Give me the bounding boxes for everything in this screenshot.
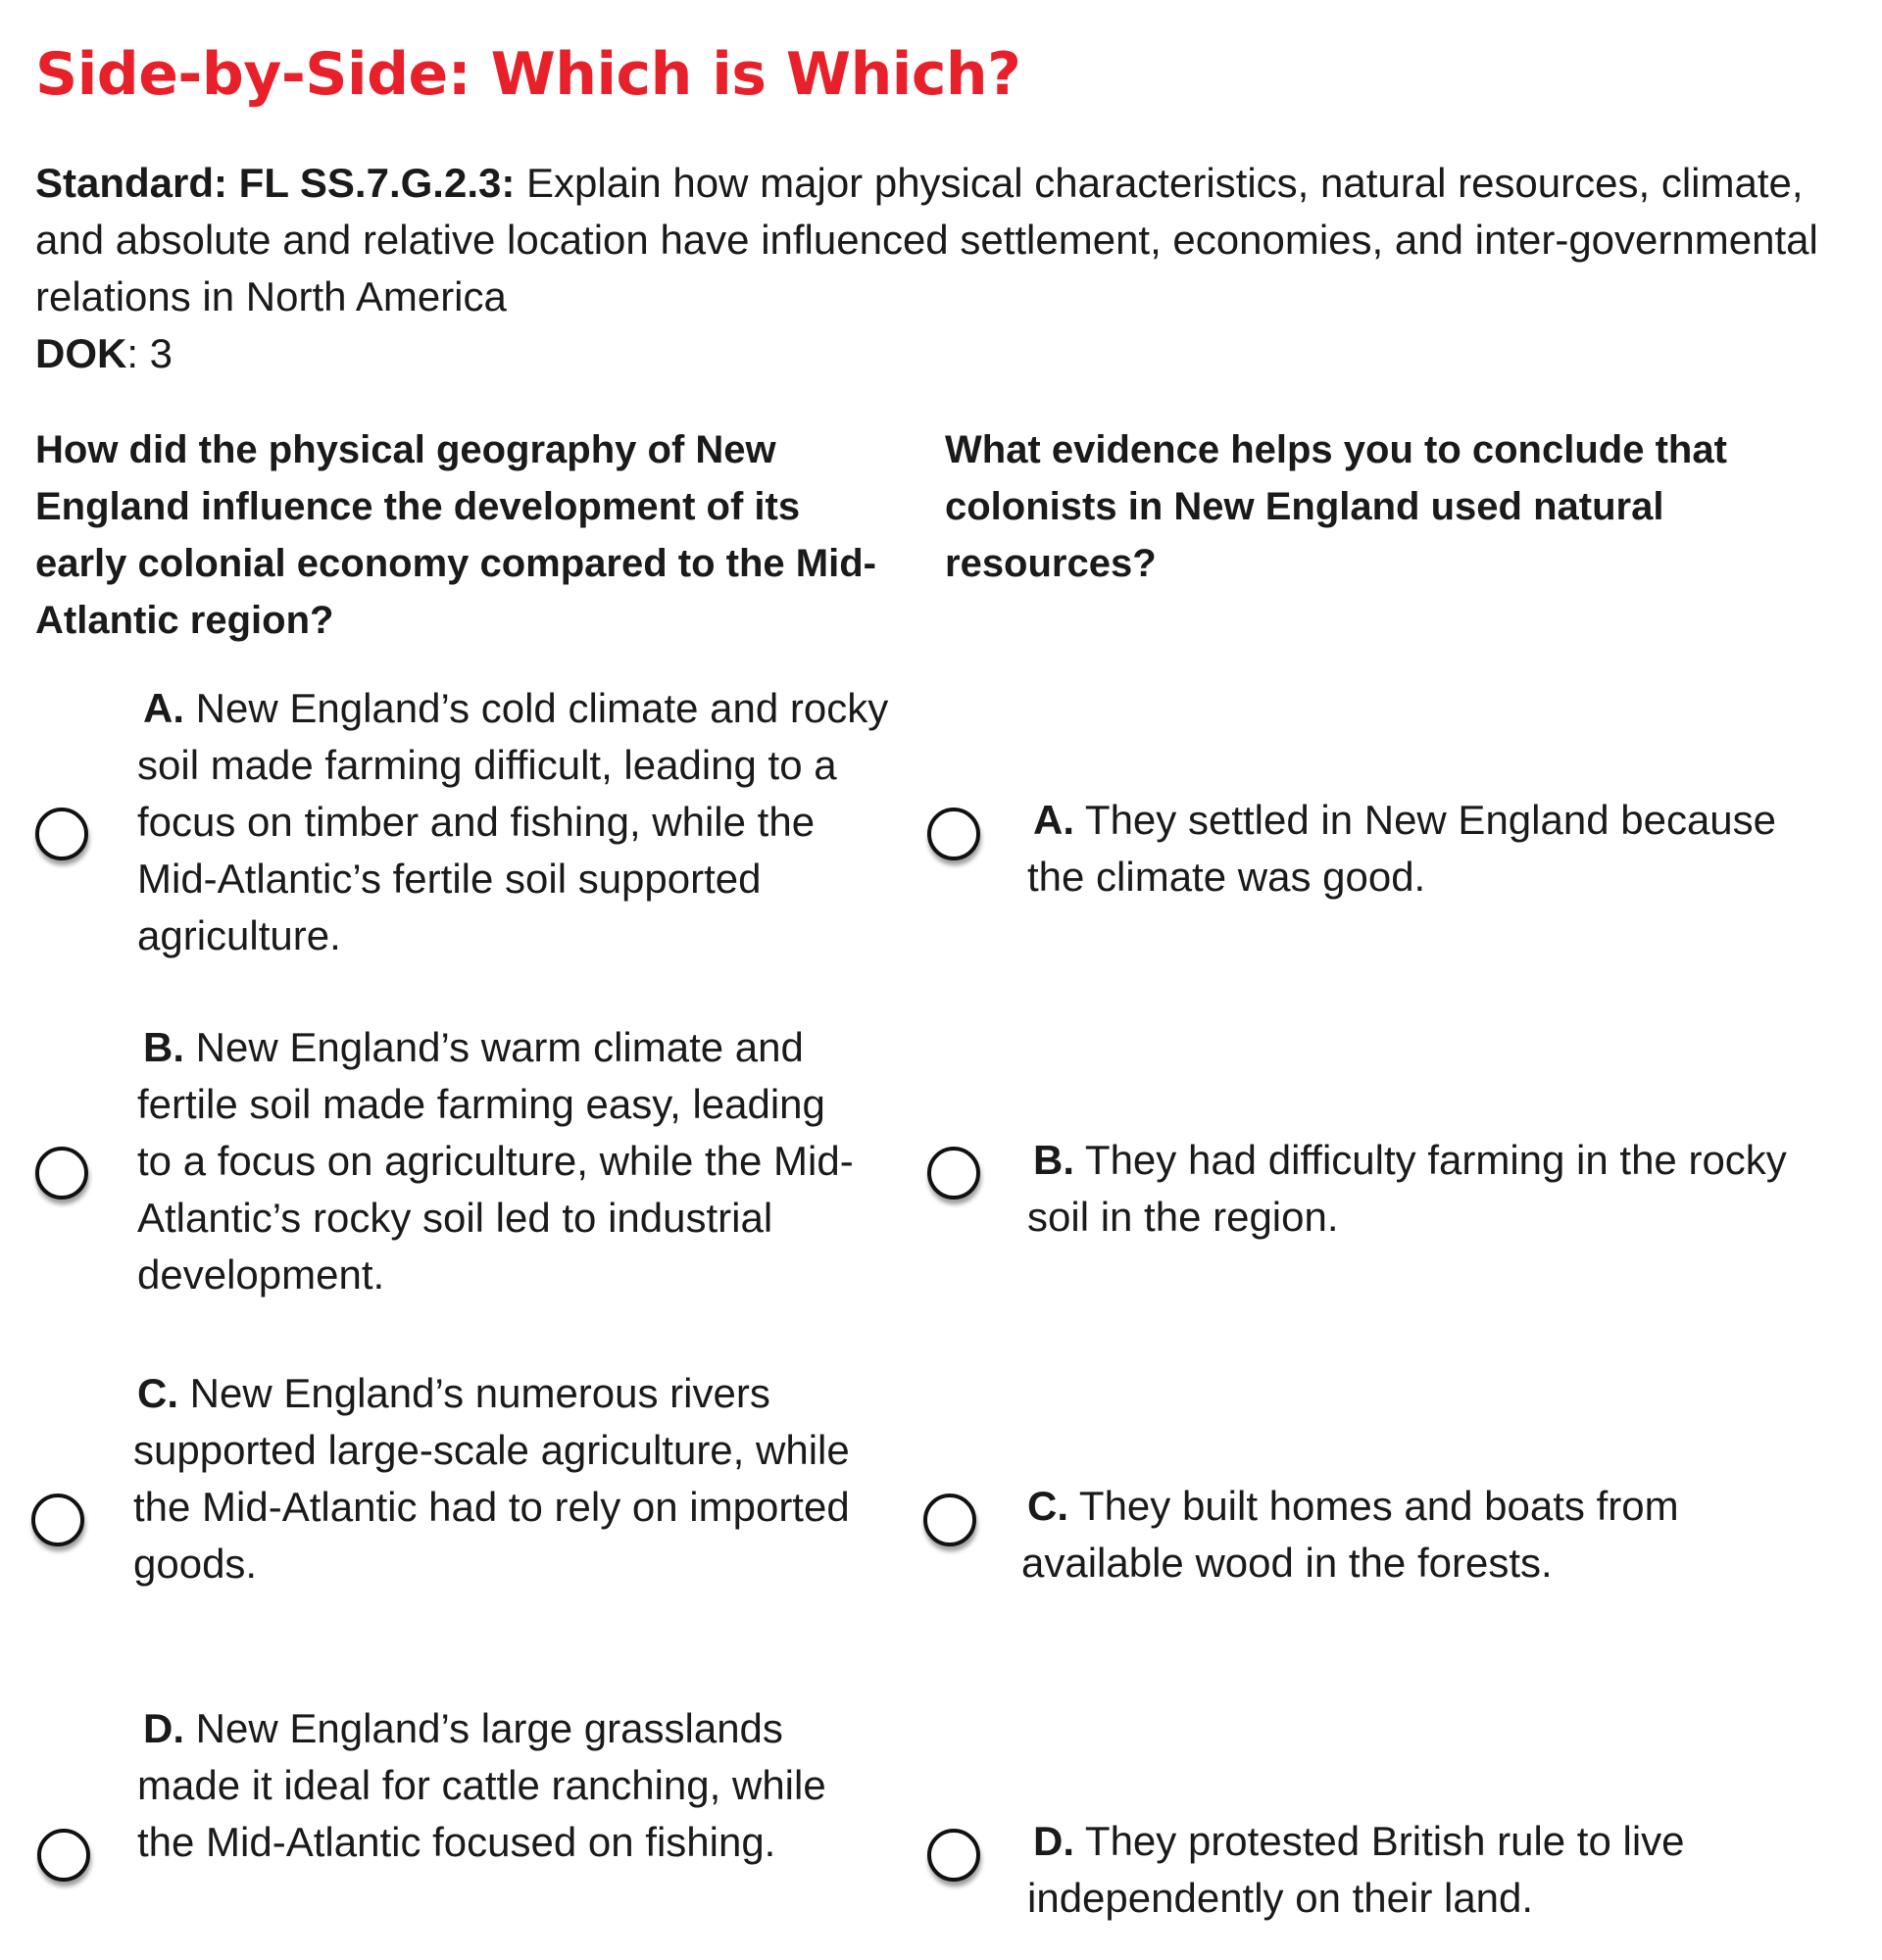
option-body: They built homes and boats from available wood in the forests. <box>1021 1483 1679 1586</box>
left-question-prompt: How did the physical geography of New England influence the development of its early colonial economy compared to the Mid-Atlantic region? <box>35 428 876 642</box>
option-letter: A. <box>1033 797 1074 843</box>
dok-value: : 3 <box>126 330 173 376</box>
radio-button-icon[interactable] <box>923 1494 976 1546</box>
radio-button-icon[interactable] <box>927 1147 980 1200</box>
radio-button-icon[interactable] <box>927 1829 980 1882</box>
radio-button-icon[interactable] <box>35 808 88 860</box>
option-letter: B. <box>143 1024 184 1070</box>
radio-button-icon[interactable] <box>35 1147 88 1200</box>
standard-statement <box>35 155 1819 325</box>
option-letter: A. <box>143 685 184 731</box>
option-body: New England’s numerous rivers supported large-scale agriculture, while the Mid-Atlantic had to rely on imported goods. <box>133 1370 850 1587</box>
standard-text: Explain how major physical characteristics, natural resources, climate, and absolute and relative location have influenced settlement, economies, and inter-governmental relations in North America <box>35 160 1818 319</box>
option-letter: B. <box>1033 1137 1074 1183</box>
radio-button-icon[interactable] <box>31 1494 84 1546</box>
option-text <box>1021 1478 1806 1592</box>
option-text <box>1027 1132 1792 1246</box>
option-text <box>137 680 902 964</box>
option-letter: D. <box>143 1705 184 1751</box>
option-body: They settled in New England because the climate was good. <box>1027 797 1777 900</box>
option-body: New England’s warm climate and fertile soil made farming easy, leading to a focus on agriculture, while the Mid-Atlantic’s rocky soil led to industrial development. <box>137 1024 854 1298</box>
radio-button-icon[interactable] <box>37 1829 90 1882</box>
option-text <box>1027 792 1792 906</box>
option-text <box>1027 1813 1792 1927</box>
option-letter: D. <box>1033 1818 1074 1864</box>
right-question-prompt: What evidence helps you to conclude that colonists in New England used natural resources? <box>945 428 1727 585</box>
page-title: Side-by-Side: Which is Which? <box>35 40 1021 109</box>
option-body: They protested British rule to live independently on their land. <box>1027 1818 1685 1921</box>
option-letter: C. <box>137 1370 178 1416</box>
dok-line <box>35 325 173 382</box>
option-text <box>137 1019 863 1303</box>
option-text <box>133 1365 898 1592</box>
option-body: New England’s large grasslands made it ideal for cattle ranching, while the Mid-Atlantic focused on fishing. <box>137 1705 826 1865</box>
option-body: New England’s cold climate and rocky soil made farming difficult, leading to a focus on timber and fishing, while the Mid-Atlantic’s fertile soil supported agriculture. <box>137 685 889 958</box>
radio-button-icon[interactable] <box>927 808 980 860</box>
standard-label: Standard: FL SS.7.G.2.3: <box>35 160 516 206</box>
option-text <box>137 1700 882 1871</box>
dok-label: DOK <box>35 330 127 376</box>
option-body: They had difficulty farming in the rocky soil in the region. <box>1027 1137 1787 1240</box>
option-letter: C. <box>1027 1483 1068 1529</box>
